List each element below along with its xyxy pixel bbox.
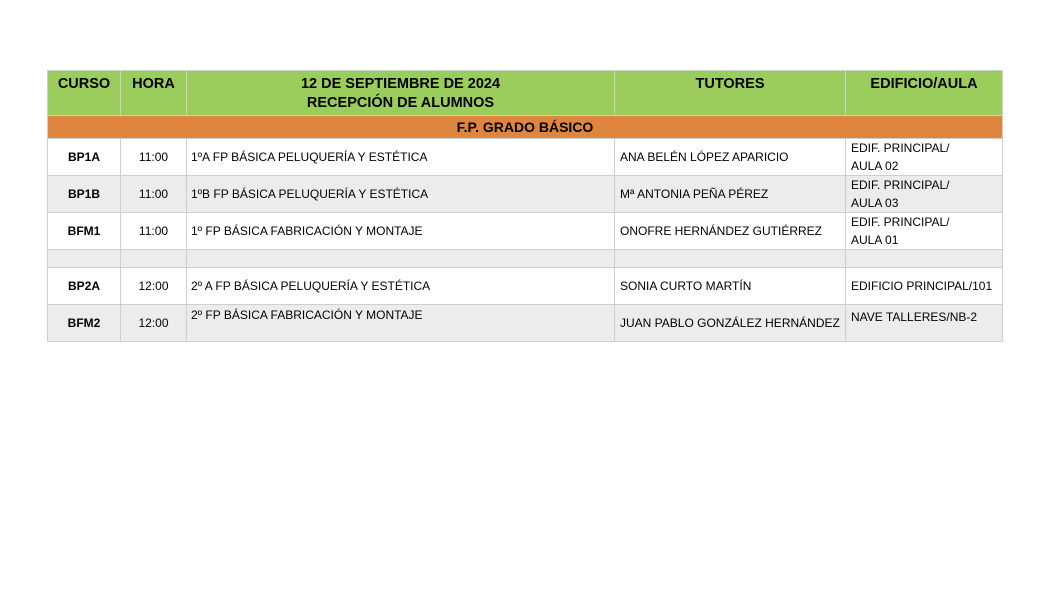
cell-hora: 11:00 xyxy=(121,176,187,213)
cell-aula-line1: EDIF. PRINCIPAL/ xyxy=(851,141,950,155)
reception-table xyxy=(47,70,1003,342)
cell-hora: 11:00 xyxy=(121,213,187,250)
cell-aula: NAVE TALLERES/NB-2 xyxy=(846,305,1003,342)
table-row xyxy=(48,305,1003,342)
cell-tutor: SONIA CURTO MARTÍN xyxy=(615,268,846,305)
cell-descripcion: 1º FP BÁSICA FABRICACIÓN Y MONTAJE xyxy=(187,213,615,250)
cell-curso: BFM2 xyxy=(48,305,121,342)
header-title-date: 12 DE SEPTIEMBRE DE 2024 xyxy=(300,76,501,92)
cell-descripcion: 2º FP BÁSICA FABRICACIÓN Y MONTAJE xyxy=(187,305,615,342)
cell-hora: 12:00 xyxy=(121,305,187,342)
header-curso: CURSO xyxy=(48,71,121,116)
empty-cell xyxy=(846,250,1003,268)
cell-aula: EDIFICIO PRINCIPAL/101 xyxy=(846,268,1003,305)
table-row xyxy=(48,176,1003,213)
cell-curso: BP1A xyxy=(48,139,121,176)
table-row-empty xyxy=(48,250,1003,268)
empty-cell xyxy=(615,250,846,268)
cell-descripcion: 1ºB FP BÁSICA PELUQUERÍA Y ESTÉTICA xyxy=(187,176,615,213)
cell-tutor: ANA BELÉN LÓPEZ APARICIO xyxy=(615,139,846,176)
schedule-sheet xyxy=(47,70,1002,342)
section-label: F.P. GRADO BÁSICO xyxy=(48,116,1003,139)
section-row xyxy=(48,116,1003,139)
cell-tutor: JUAN PABLO GONZÁLEZ HERNÁNDEZ xyxy=(615,305,846,342)
cell-aula-line2: AULA 02 xyxy=(851,159,899,173)
cell-hora: 12:00 xyxy=(121,268,187,305)
header-row xyxy=(48,71,1003,116)
cell-tutor: ONOFRE HERNÁNDEZ GUTIÉRREZ xyxy=(615,213,846,250)
cell-descripcion: 2º A FP BÁSICA PELUQUERÍA Y ESTÉTICA xyxy=(187,268,615,305)
cell-aula-line1: EDIF. PRINCIPAL/ xyxy=(851,178,950,192)
header-tutores: TUTORES xyxy=(615,71,846,116)
cell-aula xyxy=(846,176,1003,213)
header-aula: EDIFICIO/AULA xyxy=(846,71,1003,116)
cell-curso: BP1B xyxy=(48,176,121,213)
cell-aula xyxy=(846,213,1003,250)
cell-descripcion: 1ºA FP BÁSICA PELUQUERÍA Y ESTÉTICA xyxy=(187,139,615,176)
cell-aula xyxy=(846,139,1003,176)
table-row xyxy=(48,139,1003,176)
cell-tutor: Mª ANTONIA PEÑA PÉREZ xyxy=(615,176,846,213)
cell-aula-line2: AULA 03 xyxy=(851,196,899,210)
header-title-subtitle: RECEPCIÓN DE ALUMNOS xyxy=(306,95,495,111)
cell-aula-line1: EDIF. PRINCIPAL/ xyxy=(851,215,950,229)
header-title xyxy=(187,71,615,116)
cell-curso: BFM1 xyxy=(48,213,121,250)
header-hora: HORA xyxy=(121,71,187,116)
empty-cell xyxy=(121,250,187,268)
cell-curso: BP2A xyxy=(48,268,121,305)
empty-cell xyxy=(187,250,615,268)
table-row xyxy=(48,213,1003,250)
empty-cell xyxy=(48,250,121,268)
cell-hora: 11:00 xyxy=(121,139,187,176)
table-row xyxy=(48,268,1003,305)
cell-aula-line2: AULA 01 xyxy=(851,233,899,247)
